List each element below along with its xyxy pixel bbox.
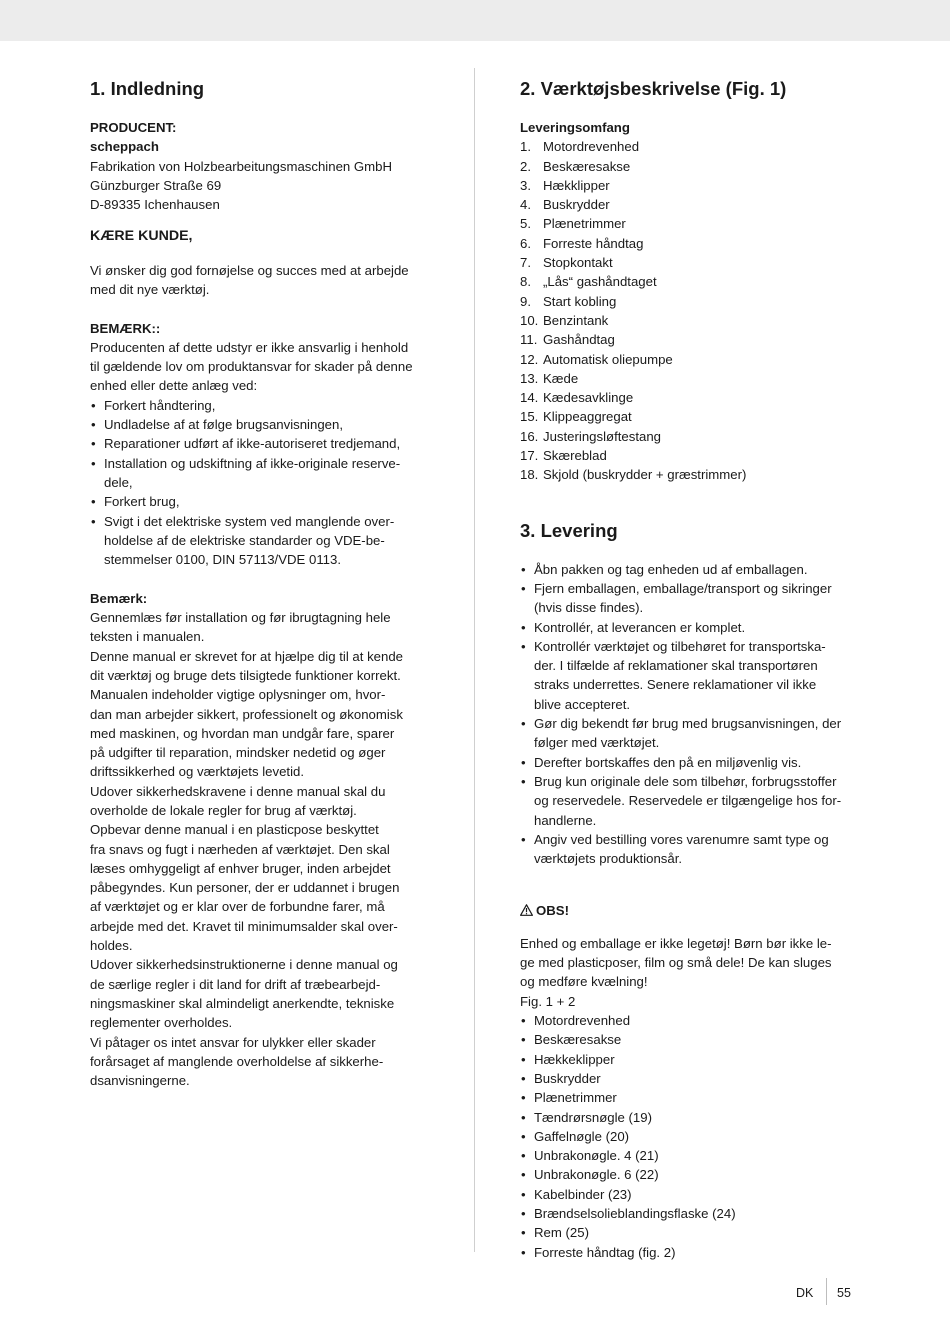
list-item: 14. Kædesavklinge xyxy=(520,390,634,406)
right-column xyxy=(520,77,865,1262)
list-item: • Motordrevenhed xyxy=(520,1011,865,1030)
text-line: driftssikkerhed og værktøjets levetid. xyxy=(90,764,305,780)
bemaerk-heading: BEMÆRK:: xyxy=(90,320,161,336)
text-line: fra snavs og fugt i nærheden af værktøjet. Den skal xyxy=(90,841,390,857)
list-item: 9. Start kobling xyxy=(520,293,617,309)
list-item: • Åbn pakken og tag enheden ud af emballagen. xyxy=(520,560,865,579)
list-item: • Undladelse af at følge brugsanvisningen, xyxy=(90,415,442,434)
list-item: 18. Skjold (buskrydder + græstrimmer) xyxy=(520,467,747,483)
text-line: Vi påtager os intet ansvar for ulykker eller skader xyxy=(90,1034,376,1050)
list-item: 6. Forreste håndtag xyxy=(520,235,644,251)
text-line: Producenten af dette udstyr er ikke ansvarlig i henhold xyxy=(90,339,409,355)
list-item: 13. Kæde xyxy=(520,370,579,386)
text-line: til gældende lov om produktansvar for skader på denne xyxy=(90,359,413,375)
text-line: læses omhyggeligt af enhver bruger, inden arbejdet xyxy=(90,860,391,876)
text-line: Manualen indeholder vigtige oplysninger om, hvor- xyxy=(90,687,386,703)
list-item: 7. Stopkontakt xyxy=(520,255,613,271)
list-item: 1. Motordrevenhed xyxy=(520,139,640,155)
list-item: • Forreste håndtag (fig. 2) xyxy=(520,1243,865,1262)
text-line: med maskinen, og hvordan man undgår fare, sparer xyxy=(90,725,395,741)
list-item: 16. Justeringsløftestang xyxy=(520,428,662,444)
text-line: påbegyndes. Kun personer, der er uddannet i brugen xyxy=(90,880,400,896)
list-item: • Kontrollér værktøjet og tilbehøret for transportska- der. I tilfælde af reklamationer skal transportøren straks underrettes. Senere reklamationer vil ikke blive accepteret. xyxy=(520,637,865,714)
section-heading-vaerktoejsbeskrivelse: 2. Værktøjsbeskrivelse (Fig. 1) xyxy=(520,78,787,99)
text-line: de særlige regler i dit land for drift af træbearbejd- xyxy=(90,976,381,992)
warning-icon xyxy=(520,904,533,916)
list-item: • Unbrakonøgle. 6 (22) xyxy=(520,1165,865,1184)
text-line: dsanvisningerne. xyxy=(90,1073,190,1089)
producer-address xyxy=(90,157,442,215)
text-line: Udover sikkerhedsinstruktionerne i denne manual og xyxy=(90,957,398,973)
list-item: • Rem (25) xyxy=(520,1223,865,1242)
text-line: dan man arbejder sikkert, professionelt og økonomisk xyxy=(90,706,403,722)
list-item: 2. Beskæresakse xyxy=(520,158,631,174)
left-column xyxy=(90,77,442,1090)
list-item: 4. Buskrydder xyxy=(520,197,610,213)
producer-name: scheppach xyxy=(90,139,159,155)
list-item: 5. Plænetrimmer xyxy=(520,216,626,232)
text-line: Enhed og emballage er ikke legetøj! Børn bør ikke le- xyxy=(520,935,832,951)
text-line: holdes. xyxy=(90,938,133,954)
list-item: • Forkert brug, xyxy=(90,492,442,511)
note-heading: Bemærk: xyxy=(90,590,148,606)
text-line: og medføre kvælning! xyxy=(520,974,648,990)
text-line: med dit nye værktøj. xyxy=(90,281,210,297)
list-item: 10. Benzintank xyxy=(520,312,609,328)
section-heading-indledning: 1. Indledning xyxy=(90,78,205,99)
list-item: 12. Automatisk oliepumpe xyxy=(520,351,673,367)
text-line: teksten i manualen. xyxy=(90,629,205,645)
text-line: dit værktøj og bruge dets tilsigtede funktioner korrekt. xyxy=(90,667,401,683)
text-line: arbejde med det. Kravet til minimumsalder skal over- xyxy=(90,918,398,934)
list-item: • Brændselsolieblandingsflaske (24) xyxy=(520,1204,865,1223)
list-item: • Gør dig bekendt før brug med brugsanvisningen, der følger med værktøjet. xyxy=(520,714,865,753)
list-item: 15. Klippeaggregat xyxy=(520,409,632,425)
text-line: Denne manual er skrevet for at hjælpe dig til at kende xyxy=(90,648,404,664)
list-item: • Hækkeklipper xyxy=(520,1050,865,1069)
footer-separator xyxy=(826,1278,827,1305)
text-line: Fabrikation von Holzbearbeitungsmaschinen GmbH xyxy=(90,158,392,174)
kaere-kunde-heading: KÆRE KUNDE, xyxy=(90,228,193,245)
language-code: DK xyxy=(796,1286,814,1300)
list-item: • Angiv ved bestilling vores varenumre samt type og værktøjets produktionsår. xyxy=(520,830,865,869)
text-line: Gennemlæs før installation og før ibrugtagning hele xyxy=(90,610,391,626)
page-number: 55 xyxy=(837,1286,851,1300)
list-item: 3. Hækklipper xyxy=(520,177,610,193)
list-item: • Tændrørsnøgle (19) xyxy=(520,1108,865,1127)
delivery-list xyxy=(520,560,865,869)
list-item: • Buskrydder xyxy=(520,1069,865,1088)
list-item: • Derefter bortskaffes den på en miljøvenlig vis. xyxy=(520,753,865,772)
text-line: på udgifter til reparation, mindsker nedetid og øger xyxy=(90,745,386,761)
liability-list xyxy=(90,396,442,570)
list-item: • Plænetrimmer xyxy=(520,1088,865,1107)
top-bar xyxy=(0,0,950,41)
note-body xyxy=(90,608,442,1090)
list-item: • Svigt i det elektriske system ved manglende over- holdelse af de elektriske standarder og VDE-be- stemmelser 0100, DIN 57113/VDE 0113. xyxy=(90,512,442,570)
list-item: • Gaffelnøgle (20) xyxy=(520,1127,865,1146)
obs-heading: OBS! xyxy=(520,901,865,920)
text-line: Opbevar denne manual i en plasticpose beskyttet xyxy=(90,822,379,838)
text-line: forårsaget af manglende overholdelse af sikkerhe- xyxy=(90,1053,384,1069)
text-line: D-89335 Ichenhausen xyxy=(90,197,220,213)
text-line: Günzburger Straße 69 xyxy=(90,177,222,193)
text-line: reglementer overholdes. xyxy=(90,1015,233,1031)
text-line: ge med plasticposer, film og små dele! De kan sluges xyxy=(520,955,832,971)
list-item: • Unbrakonøgle. 4 (21) xyxy=(520,1146,865,1165)
list-item: • Fjern emballagen, emballage/transport og sikringer (hvis disse findes). xyxy=(520,579,865,618)
list-item: • Brug kun originale dele som tilbehør, forbrugsstoffer og reservedele. Reservedele er tilgængelige hos for- handlerne. xyxy=(520,772,865,830)
text-line: ningsmaskiner skal almindeligt anerkendte, tekniske xyxy=(90,995,395,1011)
text-line: Vi ønsker dig god fornøjelse og succes med at arbejde xyxy=(90,262,409,278)
list-item: 17. Skæreblad xyxy=(520,448,607,464)
scope-label: Leveringsomfang xyxy=(520,120,630,135)
list-item: • Installation og udskiftning af ikke-originale reserve- dele, xyxy=(90,454,442,493)
accessory-list xyxy=(520,1011,865,1262)
list-item: • Forkert håndtering, xyxy=(90,396,442,415)
text-line: enhed eller dette anlæg ved: xyxy=(90,378,258,394)
list-item: • Kabelbinder (23) xyxy=(520,1185,865,1204)
producer-label: PRODUCENT: xyxy=(90,120,177,135)
list-item: • Kontrollér, at leverancen er komplet. xyxy=(520,618,865,637)
column-divider xyxy=(474,68,475,1252)
list-item: 11. Gashåndtag xyxy=(520,332,615,348)
text-line: Fig. 1 + 2 xyxy=(520,993,576,1009)
list-item: • Reparationer udført af ikke-autoriseret tredjemand, xyxy=(90,434,442,453)
text-line: af værktøjet og er klar over de forbundne farer, må xyxy=(90,899,385,915)
text-line: overholde de lokale regler for brug af værktøj. xyxy=(90,802,357,818)
list-item: • Beskæresakse xyxy=(520,1030,865,1049)
section-heading-levering: 3. Levering xyxy=(520,519,618,541)
list-item: 8. „Lås“ gashåndtaget xyxy=(520,274,657,290)
scope-list xyxy=(520,137,865,484)
text-line: Udover sikkerhedskravene i denne manual skal du xyxy=(90,783,386,799)
